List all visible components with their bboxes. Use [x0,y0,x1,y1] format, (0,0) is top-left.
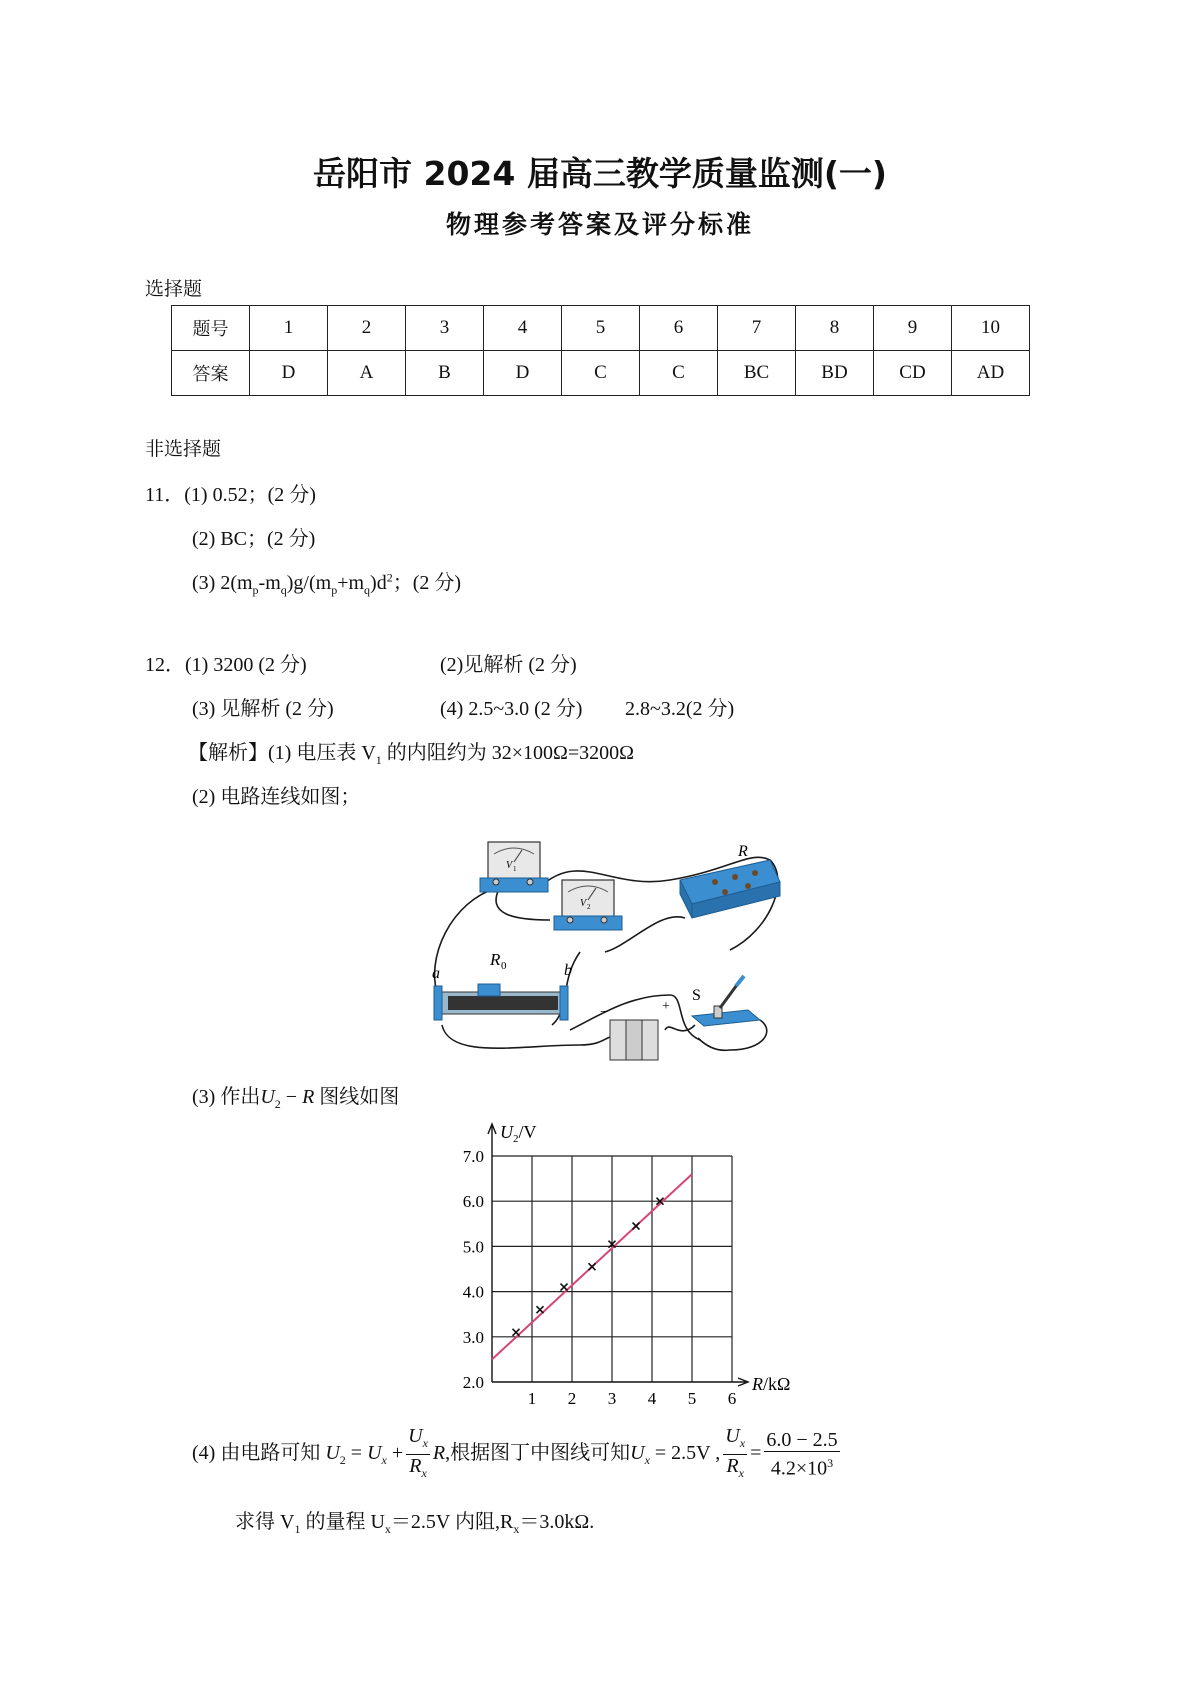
x-tick-label: 3 [607,1389,617,1408]
wire [665,1025,695,1031]
mc-section-heading: 选择题 [145,278,203,300]
analysis-sub: 1 [375,753,382,767]
q12-line1 [145,648,307,677]
q12-conclusion [235,1505,594,1537]
q12-part4: (4) 2.5~3.0 (2 分) [440,698,583,720]
voltmeter-v1-icon [480,842,548,892]
q12-part4-derivation: (4) 由电路可知 $U_2 = U_x$ + $\frac{U_x}{R_x}$ R,根据图丁中图线可知$U_x = 2.5V$ , $\frac{U_x}{R_x}$ = $\frac{6.0 - 2.5}{4.2\times 10^3}$ [192,1425,843,1484]
derivation-u2: U [325,1442,340,1465]
answer-table [171,305,1030,396]
derivation-ux2: U [630,1442,645,1465]
x-tick-label: 1 [527,1389,537,1408]
resistance-box-icon [680,843,780,918]
y-axis-label [500,1122,537,1145]
conclusion-seg: ＝3.0kΩ. [519,1511,595,1533]
table-cell: 2 [328,306,406,351]
x-tick-label: 4 [647,1389,657,1408]
table-cell: C [562,351,640,396]
chart-axes [488,1124,748,1386]
conclusion-sub: x [384,1522,391,1536]
terminal-b-label: b [564,962,572,979]
table-cell: CD [874,351,952,396]
voltmeter-v2-label: V [580,898,587,909]
derivation-fraction-3 [764,1429,839,1480]
page-title: 岳阳市 2024 届高三教学质量监测(一) [313,154,887,193]
q11-p3-seg: )g/(m [286,572,332,594]
y-tick-label: 7.0 [462,1147,484,1166]
chart-ticks [463,1147,737,1408]
y-tick-label: 2.0 [462,1373,484,1392]
conclusion-seg: 求得 V [235,1511,295,1533]
data-point [513,1329,520,1336]
graph-caption-seg: − [280,1086,303,1108]
chart-grid [492,1156,732,1382]
q11-p3-seg: ；(2 分) [392,572,462,594]
q11-part3 [192,566,461,598]
table-row-answers [172,351,1030,396]
derivation-ux-sub: x [381,1453,387,1468]
q12-analysis [188,736,634,768]
nonmc-section-heading: 非选择题 [145,438,222,460]
data-point [589,1263,596,1270]
q11-p3-sub: p [252,583,259,597]
table-cell: 3 [406,306,484,351]
x-tick-label: 6 [727,1389,737,1408]
rheostat-icon [432,950,572,1020]
y-axis-label-main: U [500,1122,513,1142]
table-row-numbers [172,306,1030,351]
table-cell: D [250,351,328,396]
battery-plus-label: + [662,999,670,1014]
conclusion-sub: x [513,1522,520,1536]
q11-p3-sup: 2 [386,570,393,585]
x-axis-label-unit: /kΩ [763,1374,791,1394]
rheostat-label: R [490,950,501,969]
data-point [633,1223,640,1230]
q11-p3-sub: q [280,583,287,597]
q12-part1: (1) 3200 (2 分) [185,654,307,676]
q12-part3: (3) 见解析 (2 分) [192,698,334,720]
x-tick-label: 2 [567,1389,577,1408]
y-tick-label: 5.0 [462,1237,484,1257]
derivation-numerator: 6.0 − 2.5 [766,1429,838,1452]
q11-number: 11． [145,484,185,506]
derivation-denominator: 4.2×10 [770,1457,828,1480]
y-tick-label: 6.0 [462,1192,484,1212]
circuit-caption: (2) 电路连线如图； [192,786,361,808]
table-cell: 4 [484,306,562,351]
y-axis-label-unit: /V [518,1122,537,1142]
analysis-seg: 的内阻约为 32×100Ω=3200Ω [381,742,635,764]
table-header-answer: 答案 [172,351,250,396]
derivation-seg: (4) 由电路可知 [192,1442,321,1465]
switch-label: S [692,987,701,1004]
table-cell: 8 [796,306,874,351]
table-header-number: 题号 [172,306,250,351]
table-cell: 9 [874,306,952,351]
conclusion-sub: 1 [294,1522,301,1536]
circuit-diagram [430,820,790,1065]
q11-p3-sub: q [364,583,371,597]
derivation-ux2-sub: x [644,1453,650,1468]
graph-caption [192,1080,399,1112]
terminal-a-label: a [432,965,440,982]
x-tick-label: 5 [687,1389,697,1408]
derivation-fraction-2: $\frac{U_x}{R_x}$ [725,1425,746,1480]
conclusion-seg: 的量程 U [300,1511,385,1533]
y-axis-label-sub: 2 [513,1133,519,1145]
derivation-ux: U [367,1442,382,1465]
u2-r-chart [440,1120,820,1410]
voltmeter-v2-sub: 2 [587,903,591,911]
analysis-seg: 【解析】(1) 电压表 V [188,742,376,764]
q11-part1: (1) 0.52；(2 分) [184,484,316,506]
graph-caption-seg: (3) 作出 [192,1086,261,1108]
resistance-box-label: R [738,843,748,860]
table-cell: 5 [562,306,640,351]
table-cell: 1 [250,306,328,351]
y-tick-label: 3.0 [462,1327,484,1347]
data-point [537,1306,544,1313]
page-subtitle: 物理参考答案及评分标准 [445,210,754,239]
q11-part2: (2) BC；(2 分) [192,528,316,550]
q11-p3-seg: )d [370,572,387,594]
chart-points [513,1198,664,1336]
table-cell: C [640,351,718,396]
graph-caption-sub: 2 [274,1097,281,1111]
q11-p3-seg: -m [258,572,281,594]
table-cell: 7 [718,306,796,351]
q11-p3-seg: (3) 2(m [192,572,253,594]
x-axis-label-main: R [752,1374,763,1394]
table-cell: BC [718,351,796,396]
wire [435,887,500,995]
table-cell: 10 [952,306,1030,351]
q11-p3-seg: +m [337,572,365,594]
derivation-u2-sub: 2 [339,1453,346,1468]
rheostat-sub: 0 [501,960,507,972]
conclusion-seg: ＝2.5V 内阻,R [390,1511,514,1533]
table-cell: BD [796,351,874,396]
q12-number: 12． [145,654,185,676]
derivation-ux-value: = 2.5V [654,1442,711,1465]
wire [442,1025,620,1048]
table-cell: AD [952,351,1030,396]
derivation-denominator-sup: 3 [827,1456,834,1471]
voltmeter-v1-sub: 1 [513,865,517,873]
switch-icon [692,976,760,1026]
table-cell: A [328,351,406,396]
q12-part4-b: 2.8~3.2(2 分) [625,698,735,720]
q11-line1 [145,478,316,507]
graph-caption-seg: 图线如图 [314,1086,400,1108]
table-cell: 6 [640,306,718,351]
voltmeter-v2-icon [554,880,622,930]
battery-icon [600,999,670,1060]
table-cell: B [406,351,484,396]
voltmeter-v1-label: V [506,860,513,871]
battery-minus-label: − [600,1005,608,1020]
x-axis-label [751,1374,790,1394]
derivation-r: R [432,1442,446,1465]
table-cell: D [484,351,562,396]
q12-part2: (2)见解析 (2 分) [440,654,577,676]
data-point [561,1284,568,1291]
y-tick-label: 4.0 [462,1282,484,1302]
graph-caption-seg: U [260,1086,275,1108]
q11-p3-sub: p [331,583,338,597]
derivation-fraction: $\frac{U_x}{R_x}$ [408,1425,428,1480]
graph-caption-seg: R [302,1086,315,1108]
derivation-seg: ,根据图丁中图线可知 [445,1442,631,1465]
